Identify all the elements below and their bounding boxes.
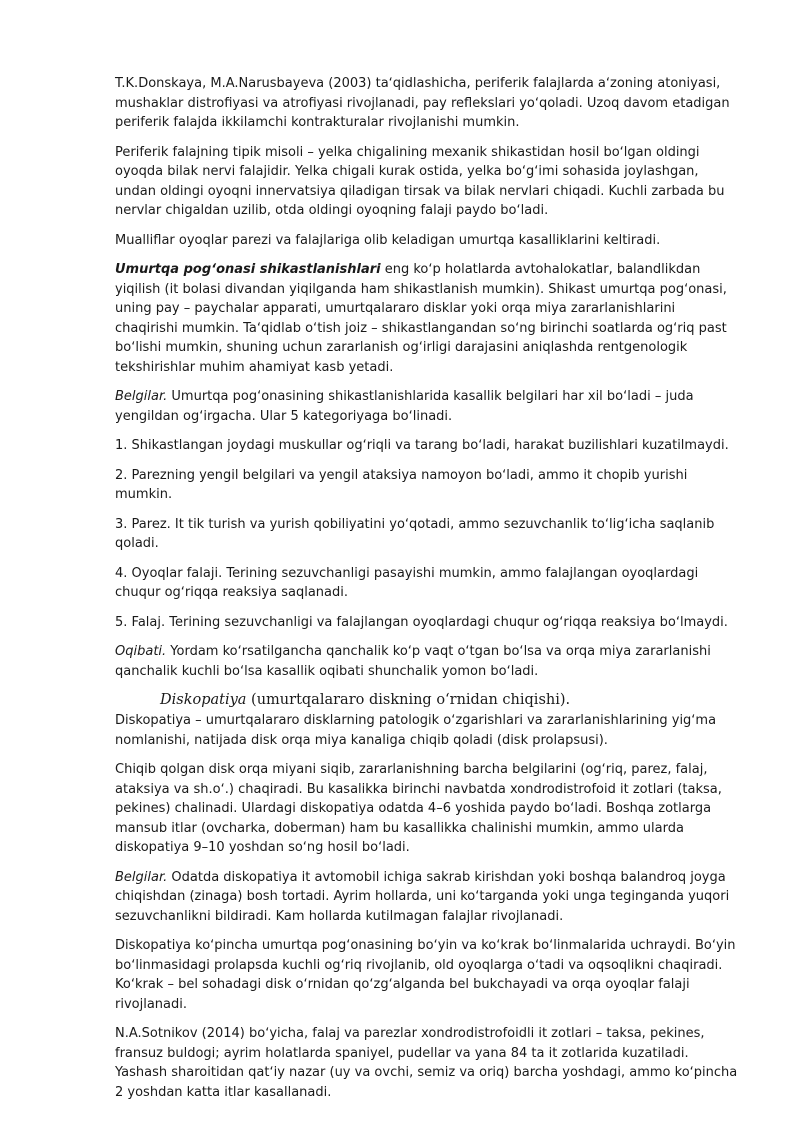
discopathy-signs-term: Belgilar. (115, 869, 168, 885)
heading-text: (umurtqalararo diskning oʻrnidan chiqishi). (246, 692, 571, 708)
paragraph-discopathy-breeds: Chiqib qolgan disk orqa miyani siqib, zararlanishning barcha belgilarini (ogʻriq, parez, falaj, ataksiya va sh.oʻ.) chaqiradi. Bu kasalikka birinchi navbatda xondrodistrofoid it zotlari (taksa, pekines) chalinadi. Ulardagi diskopatiya odatda 4–6 yoshida paydo boʻladi. Boshqa zotlarga mansub itlar (ovcharka, doberman) ham bu kasallikka chalinishi mumkin, ammo ularda diskopatiya 9–10 yoshdan soʻng hosil boʻladi. (115, 762, 722, 855)
paragraph-discopathy-locations: Diskopatiya koʻpincha umurtqa pogʻonasining boʻyin va koʻkrak boʻlinmalarida uchraydi. Boʻyin boʻlinmasidagi prolapsda kuchli ogʻriq rivojlanib, old oyoqlarga oʻtadi va oqsoqlikni chaqiradi. Koʻkrak – bel sohadagi disk oʻrnidan qoʻzgʻalganda bel bukchayadi va orqa oyoqlar falaji rivojlanadi. (115, 938, 736, 1012)
spine-injuries-term: Umurtqa pogʻonasi shikastlanishlari (115, 262, 381, 277)
paragraph-atonia: T.K.Donskaya, M.A.Narusbayeva (2003) taʻqidlashicha, periferik falajlarda aʻzoning atoniyasi, mushaklar distrofiyasi va atrofiyasi rivojlanadi, pay reflekslari yoʻqoladi. Uzoq davom etadigan periferik falajda ikkilamchi kontrakturalar rivojlanishi mumkin. (115, 76, 730, 130)
spine-injuries-text: eng koʻp holatlarda avtohalokatlar, balandlikdan yiqilish (it bolasi divandan yiqilganda ham shikastlanish mumkin). Shikast umurtqa pogʻonasi, uning pay – paychalar apparati, umurtqalararo disklar yoki orqa miya zararlanishlarini chaqirishi mumkin. Taʻqidlab oʻtish joiz – shikastlangandan soʻng birinchi soatlarda ogʻriq past boʻlishi mumkin, shuning uchun zararlanish ogʻirligi darajasini aniqlashda rentgenologik tekshirishlar muhim ahamiyat kasb yetadi. (115, 262, 727, 375)
list-item-category-5: 5. Falaj. Terining sezuvchanligi va falajlangan oyoqlardagi chuqur ogʻriqqa reaksiya boʻlmaydi. (115, 614, 728, 630)
signs-text: Umurtqa pogʻonasining shikastlanishlarida kasallik belgilari har xil boʻladi – juda yengildan ogʻirgacha. Ular 5 kategoriyaga boʻlinadi. (115, 389, 694, 424)
list-item-category-4: 4. Oyoqlar falaji. Terining sezuvchanligi pasayishi mumkin, ammo falajlangan oyoqlardagi chuqur ogʻriqqa reaksiya saqlanadi. (115, 565, 699, 600)
paragraph-outcome (115, 642, 740, 681)
paragraph-signs (115, 387, 740, 426)
heading-term: Diskopatiya (160, 692, 247, 708)
list-item-category-1: 1. Shikastlangan joydagi muskullar ogʻriqli va tarang boʻladi, harakat buzilishlari kuzatilmaydi. (115, 438, 729, 453)
paragraph-discopathy-signs (115, 868, 740, 927)
list-item-category-3: 3. Parez. It tik turish va yurish qobiliyatini yoʻqotadi, ammo sezuvchanlik toʻligʻicha saqlanib qoladi. (115, 516, 715, 551)
paragraph-spine-injuries (115, 260, 740, 377)
discopathy-signs-text: Odatda diskopatiya it avtomobil ichiga sakrab kirishdan yoki boshqa balandroq joyga chiqishdan (zinaga) bosh tortadi. Ayrim hollarda, uni koʻtarganda yoki unga teginganda yuqori sezuvchanlikni bildiradi. Kam hollarda kutilmagan falajlar rivojlanadi. (115, 869, 730, 924)
signs-term: Belgilar. (115, 389, 168, 404)
paragraph-discopathy-definition: Diskopatiya – umurtqalararo disklarning patologik oʻzgarishlari va zararlanishlarining yigʻma nomlanishi, natijada disk orqa miya kanaliga chiqib qoladi (disk prolapsusi). (115, 713, 717, 748)
document-page (115, 74, 740, 1102)
paragraph-sotnikov: N.A.Sotnikov (2014) boʻyicha, falaj va parezlar xondrodistrofoidli it zotlari – taksa, pekines, fransuz buldogi; ayrim holatlarda spaniyel, pudellar va yana 84 ta it zotlarida kuzatiladi. Yashash sharoitidan qatʻiy nazar (uy va ovchi, semiz va oriq) barcha yoshdagi, ammo koʻpincha 2 yoshdan katta itlar kasallanadi. (115, 1026, 738, 1100)
paragraph-authors-spine-diseases: Mualliflar oyoqlar parezi va falajlariga olib keladigan umurtqa kasalliklarini keltiradi. (115, 232, 661, 248)
section-heading-discopathy (160, 689, 740, 711)
list-item-category-2: 2. Parezning yengil belgilari va yengil ataksiya namoyon boʻladi, ammo it chopib yurishi mumkin. (115, 467, 688, 502)
paragraph-peripheral-paralysis-example: Periferik falajning tipik misoli – yelka chigalining mexanik shikastidan hosil boʻlgan oldingi oyoqda bilak nervi falajidir. Yelka chigali kurak ostida, yelka boʻgʻimi sohasida joylashgan, undan oldingi oyoqni innervatsiya qiladigan tirsak va bilak nervlari chiqadi. Kuchli zarbada bu nervlar chigaldan uzilib, otda oldingi oyoqning falaji paydo boʻladi. (115, 144, 725, 218)
outcome-text: Yordam koʻrsatilgancha qanchalik koʻp vaqt oʻtgan boʻlsa va orqa miya zararlanishi qanchalik kuchli boʻlsa kasallik oqibati shunchalik yomon boʻladi. (115, 644, 711, 679)
outcome-term: Oqibati. (115, 644, 167, 659)
